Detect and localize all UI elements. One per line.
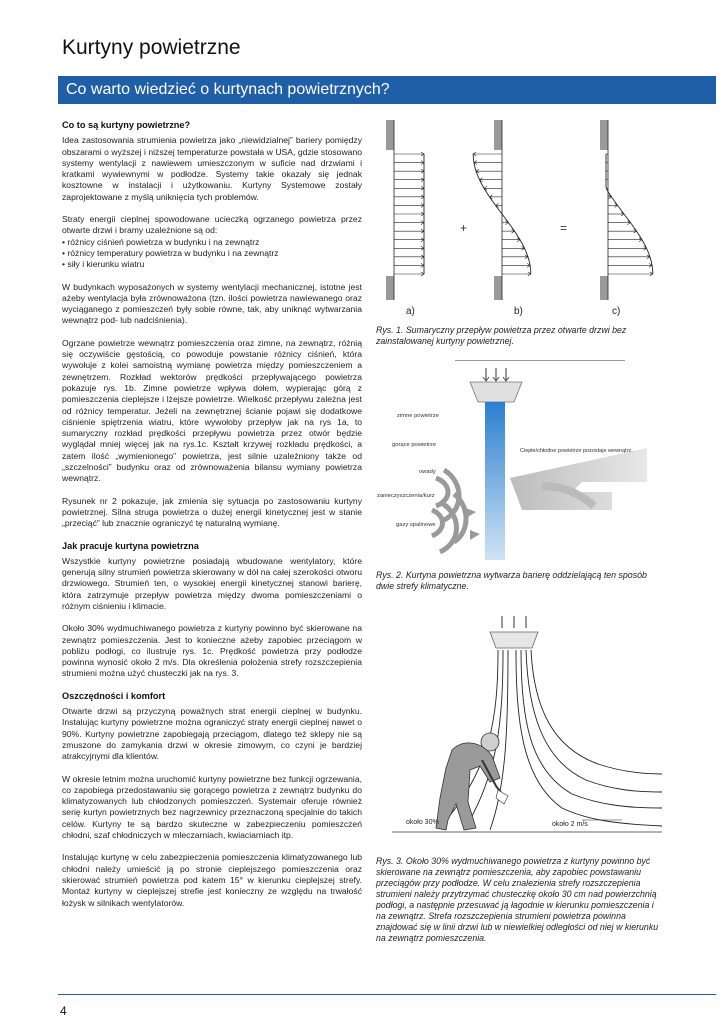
section-heading: Co to są kurtyny powietrzne? xyxy=(62,120,191,130)
label-30pct: około 30% xyxy=(406,819,439,826)
profile-c-diagram xyxy=(600,120,653,300)
label-b: b) xyxy=(514,306,523,317)
label-c: c) xyxy=(612,306,621,317)
label-warm-air: gorące powietrze xyxy=(392,442,437,448)
section-heading: Oszczędności i komfort xyxy=(62,690,166,701)
paragraph: Około 30% wydmuchiwanego powietrza z kurtyny powinno być skierowane na zewnątrz pomieszczenia. Jest to konieczne ażeby zapobiec przeciągom w pobliżu podłogi, co ilustruje rys. 1c. Prędkość powietrza przy podłodze powinna wynosić około 2 m/s. Dla określenia położenia strefy rozszczepienia strumieni można użyć chusteczki jak na rys. 3. xyxy=(62,623,362,679)
page-number: 4 xyxy=(60,1004,67,1018)
list-item: • różnicy temperatury powietrza w budynku i na zewnątrz xyxy=(62,248,362,259)
label-dust: zanieczyszczenia/kurz xyxy=(377,493,435,499)
label-inside-air: Ciepłe/chłodne powietrze pozostaje wewnątrz. xyxy=(520,448,633,454)
footer-divider xyxy=(58,994,716,995)
paragraph: W budynkach wyposażonych w systemy wentylacji mechanicznej, istotne jest ażeby wentylacja była zrównoważona (tzn. ilości powietrza nawiewanego oraz wyciąganego z pomieszczeń były sobie równe, tak, aby uniknąć wytwarzania wewnątrz pod- lub nadciśnienia). xyxy=(62,281,362,326)
label-a: a) xyxy=(406,306,415,317)
inside-air-arrow xyxy=(510,448,647,510)
ceiling-line xyxy=(455,360,625,361)
figure-1-caption: Rys. 1. Sumaryczny przepływ powietrza przez otwarte drzwi bez zainstalowanej kurtyny powietrznej. xyxy=(376,325,627,346)
paragraph: Idea zastosowania strumienia powietrza jako „niewidzialnej” bariery pomiędzy obszarami o wyższej i niższej temperaturze powstała w USA, gdzie stosowano systemy wentylacji z nawiewem umieszczonym w suficie nad drzwiami i kratkami wywiewnymi w podłodze. Systemy takie okazały się jednak kosztowne w instalacji i użytkowaniu. Kurtyny Systemowe zostały zaprojektowane z myślą uniknięcia tych problemów. xyxy=(62,135,362,202)
paragraph: Wszystkie kurtyny powietrzne posiadają wbudowane wentylatory, które generują silny strumień powietrza skierowany w dół na całej szerokości otworu drzwiowego. Strumień ten, o wysokiej energii kinetycznej stanowi barierę, która zatrzymuje przepływ powietrza między dwoma pomieszczeniami o różnym ciśnieniu i klimacie. xyxy=(62,555,362,611)
figure-2-caption: Rys. 2. Kurtyna powietrzna wytwarza barierę oddzielającą ten sposób dwie strefy klimatyczne. xyxy=(376,570,647,591)
plus-sign: + xyxy=(460,221,468,235)
main-text-column xyxy=(62,120,362,920)
page-title: Kurtyny powietrzne xyxy=(62,36,241,59)
figure-3-caption: Rys. 3. Około 30% wydmuchiwanego powietrza z kurtyny powinno być skierowane na zewnątrz pomieszczenia, aby zapobiec powstawaniu przeciągów przy podłodze. W celu znalezienia strefy rozszczepienia strumieni należy przytrzymać chusteczkę około 30 cm nad powierzchnią podłogi, a następnie przesuwać ją łagodnie w kierunku pomieszczenia i na zewnątrz. Strefa rozszczepienia strumieni powietrza powinna znajdować się w linii drzwi lub w niewielkiej odległości od niej w kierunku na zewnątrz pomieszczenia. xyxy=(376,856,659,943)
figure-2-air-curtain xyxy=(372,360,672,565)
curtain-unit xyxy=(470,368,522,402)
label-insects: owady xyxy=(419,469,436,475)
paragraph: W okresie letnim można uruchomić kurtyny powietrzne bez funkcji ogrzewania, co zapobiega przedostawaniu się gorącego powietrza z zewnątrz budynku do klimatyzowanych lub chłodzonych pomieszczeń. Systemair oferuje również serię kurtyn powietrznych bez nagrzewnicy przeznaczoną specjalnie do takich celów. Kurtyny te są bardzo skuteczne w zabezpieczeniu pomieszczeń chłodni, szaf chłodniczych w mleczarniach, kwiaciarniach itp. xyxy=(62,773,362,841)
paragraph: Otwarte drzwi są przyczyną poważnych strat energii cieplnej w budynku. Instalując kurtyny powietrzne można ograniczyć straty energii cieplnej nawet o 90%. Kurtyny powietrzne zapobiegają przeciągom, dlatego też sklepy nie są zmuszone do zamykania drzwi w okresie zimowym, co czyni je bardziej atrakcyjnymi dla klientów. xyxy=(62,706,362,762)
profile-b-diagram xyxy=(473,120,531,300)
label-cold-air: zimne powietrze xyxy=(397,413,439,419)
paragraph: Ogrzane powietrze wewnątrz pomieszczenia oraz zimne, na zewnątrz, różnią się oczywiście gęstością, co powoduje powstanie różnicy ciśnień, która wywołuje z kolei samoistną wymianę powietrza między pomieszczeniem a zewnętrzem. Rozkład wektorów prędkości przepływającego powietrza pokazuje rys. 1b. Zimne powietrze wpływa dołem, wypierając górą z pomieszczenia cieplejsze i lżejsze powietrze. Wielkość przepływu zależna jest od różnicy temperatur. Jeżeli na zewnętrznej ścianie pojawi się dodatkowe ciśnienie spiętrzenia wiatru, które wywołoby przepływ jak na rys 1a, to sumaryczny rozkład prędkości przepływu powietrza przez otwór będzie wyglądał mniej więcej jak na rys.1c. Kształt krzywej rozkładu prędkości, a zatem ilość „wymienionego” powietrza, jest silnie uzależniony także od „szczelności” budynku oraz od zrównoważenia bilansu wymiany powietrza wewnątrz. xyxy=(62,337,362,484)
outside-air-arrows xyxy=(432,470,466,552)
label-exhaust: gazy spalinowe xyxy=(396,522,436,528)
list-item: • siły i kierunku wiatru xyxy=(62,259,362,270)
paragraph: Straty energii cieplnej spowodowane ucieczką ogrzanego powietrza przez otwarte drzwi i bramy uzależnione są od: xyxy=(62,214,362,236)
profile-a-diagram xyxy=(386,120,424,300)
bullet-list xyxy=(62,237,362,271)
section-heading: Jak pracuje kurtyna powietrzna xyxy=(62,540,199,551)
equals-sign: = xyxy=(560,221,568,235)
air-curtain-beam xyxy=(485,402,505,560)
label-2ms: około 2 m/s xyxy=(552,821,588,828)
figure-1-velocity-profiles xyxy=(372,116,672,322)
list-item: • różnicy ciśnień powietrza w budynku i na zewnątrz xyxy=(62,237,362,248)
paragraph: Instalując kurtynę w celu zabezpieczenia pomieszczenia klimatyzowanego lub chłodni należy umieścić ją po stronie cieplejszego pomieszczenia oraz skierować strumień powietrza pod katem 15° w kierunku cieplejszej strefy. Montaż kurtyny w cieplejszej strefie jest konieczny ze względu na trwałość łożysk w silnikach wentylatorów. xyxy=(62,852,362,908)
section-banner: Co warto wiedzieć o kurtynach powietrznych? xyxy=(58,76,716,104)
figure-3-handkerchief-test xyxy=(372,610,672,850)
paragraph: Rysunek nr 2 pokazuje, jak zmienia się sytuacja po zastosowaniu kurtyny powietrznej. Silna struga powietrza o dużej energii kinetycznej jest w stanie „przeciąć” lub znacznie ograniczyć tę naturalną wymianę. xyxy=(62,495,362,529)
